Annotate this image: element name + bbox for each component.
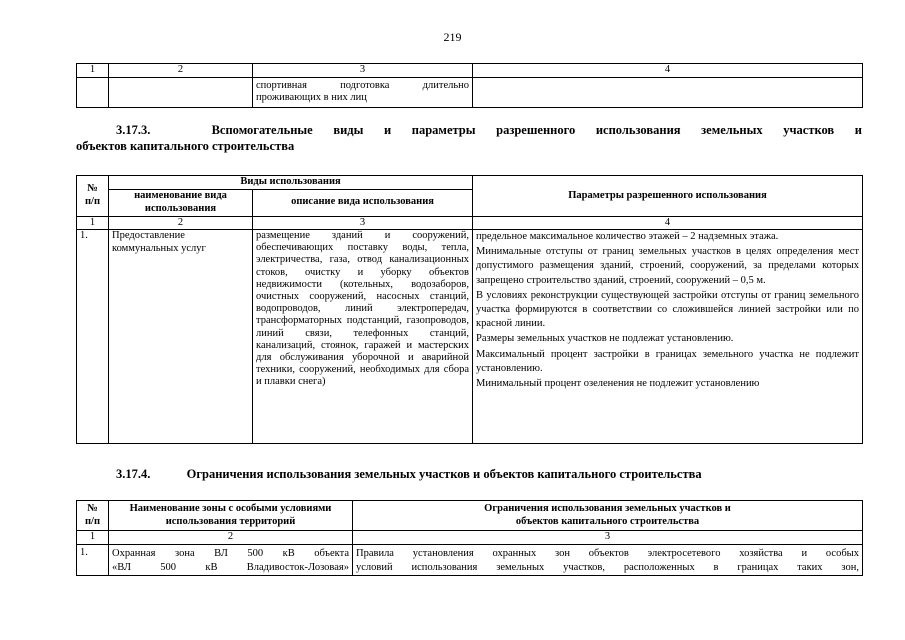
header-restrictions: Ограничения использования земельных участков и объектов капитального строительства	[353, 501, 863, 531]
col-number-4: 4	[473, 64, 863, 78]
zone-name-line2: «ВЛ 500 кВ Владивосток-Лозовая»	[112, 561, 349, 573]
param-reconstruction: В условиях реконструкции существующей застройки отступы от границ земельного участка формируются в соответствии со сложившейся линией застройки или по красной линии.	[476, 289, 860, 330]
row-cell-4	[473, 77, 863, 107]
section-heading-3-17-3	[76, 122, 862, 154]
restrictions-table	[76, 500, 863, 576]
column-number-row	[77, 64, 863, 78]
section-title: Ограничения использования земельных участков и объектов капитального строительства	[186, 467, 702, 481]
header-usage-types: Виды использования	[109, 176, 473, 190]
row-cell-3: спортивная подготовка длительно проживающих в них лиц	[253, 77, 473, 107]
col-number-3: 3	[253, 216, 473, 230]
row-cell-1	[77, 77, 109, 107]
page-number: 219	[443, 30, 462, 44]
section-heading-3-17-4	[116, 466, 862, 482]
use-name: Предоставление коммунальных услуг	[109, 230, 253, 444]
row-number: 1.	[77, 544, 109, 575]
use-description: размещение зданий и сооружений, обеспечивающих поставку воды, тепла, электричества, газа, отвод канализационных стоков, очистку и уборку объектов недвижимости (котельных, водозаборов, очистных сооружений, насосных станций, водопроводов, линий электропередач, трансформаторных подстанций, газопроводов, линий связи, телефонных станций, канализаций, стоянок, гаражей и мастерских для обслуживания уборочной и аварийной техники, сооружений, необходимых для сбора и плавки снега)	[253, 230, 473, 444]
col-number-2: 2	[109, 216, 253, 230]
section-title-line2: объектов капитального строительства	[76, 139, 295, 153]
col-number-1: 1	[77, 64, 109, 78]
col-number-2: 2	[109, 531, 353, 545]
param-floors: предельное максимальное количество этажей – 2 надземных этажа.	[476, 231, 779, 242]
section-number: 3.17.3.	[116, 123, 151, 137]
param-min-greening: Минимальный процент озеленения не подлежит установлению	[476, 378, 760, 390]
zone-name	[109, 544, 353, 575]
header-number: № п/п	[77, 176, 109, 217]
restrictions-text	[353, 544, 863, 575]
restrictions-line1: Правила установления охранных зон объектов электросетевого хозяйства и особых	[356, 547, 859, 559]
use-params	[473, 230, 863, 444]
col-number-1: 1	[77, 531, 109, 545]
restrictions-line2: условий использования земельных участков, расположенных в границах таких зон,	[356, 561, 859, 573]
column-number-row	[77, 531, 863, 545]
header-zone: Наименование зоны с особыми условиями использования территорий	[109, 501, 353, 531]
table-row	[77, 544, 863, 575]
table-row	[77, 77, 863, 107]
header-params: Параметры разрешенного использования	[473, 176, 863, 217]
zone-name-line1: Охранная зона ВЛ 500 кВ объекта	[112, 547, 349, 559]
table-row	[77, 230, 863, 444]
param-plot-size: Размеры земельных участков не подлежат установлению.	[476, 333, 734, 345]
col-number-1: 1	[77, 216, 109, 230]
param-max-coverage: Максимальный процент застройки в границах земельного участка не подлежит установлению.	[476, 348, 860, 374]
continuation-table	[76, 63, 863, 108]
section-title-line1: Вспомогательные виды и параметры разрешенного использования земельных участков и	[211, 123, 862, 137]
header-number: № п/п	[77, 501, 109, 531]
row-cell-2	[109, 77, 253, 107]
header-use-description: описание вида использования	[253, 189, 473, 216]
header-use-name: наименование вида использования	[109, 189, 253, 216]
col-number-3: 3	[253, 64, 473, 78]
auxiliary-uses-table	[76, 175, 863, 444]
col-number-4: 4	[473, 216, 863, 230]
col-number-2: 2	[109, 64, 253, 78]
row-number: 1.	[77, 230, 109, 444]
param-setbacks: Минимальные отступы от границ земельных участков в целях определения мест допустимого размещения зданий, строений, сооружений, за пределами которых запрещено строительство зданий, строений, сооружений – 0,5 м.	[476, 246, 860, 286]
col-number-3: 3	[353, 531, 863, 545]
section-number: 3.17.4.	[116, 467, 151, 481]
column-number-row	[77, 216, 863, 230]
